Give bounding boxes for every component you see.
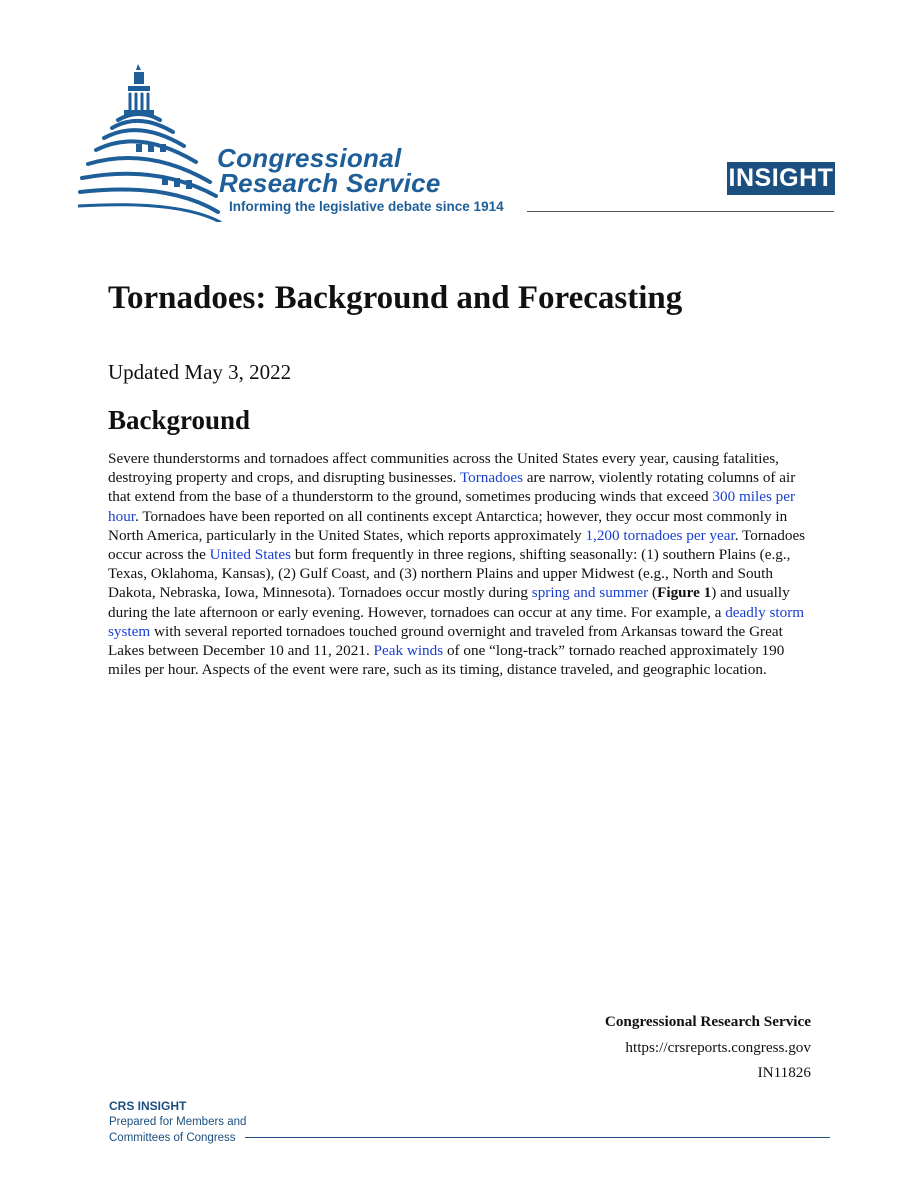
insight-badge: INSIGHT [727,162,835,195]
link-tornadoes[interactable]: Tornadoes [459,469,523,487]
link-deadly-storm[interactable]: deadly storm system [108,603,805,640]
prepared-line1: Prepared for Members and [109,1116,247,1128]
footer-report-id: IN11826 [757,1064,811,1081]
footer-rule [245,1137,830,1138]
footer-url: https://crsreports.congress.gov [625,1039,811,1056]
link-spring-summer[interactable]: spring and summer [531,584,649,602]
prepared-for [109,1114,309,1146]
background-paragraph [108,449,814,679]
link-tornadoes-per-year[interactable]: 1,200 tornadoes per year [585,526,735,544]
link-united-states[interactable]: United States [209,546,292,564]
footer-org: Congressional Research Service [604,1013,811,1030]
figure-reference: Figure 1 [657,584,712,602]
text-run: are narrow, violently rotating columns of air that extend from the base of a thunderstorm to the ground, sometimes producing winds that exceed [108,469,796,506]
tagline-rule [527,211,834,212]
org-name-line1: Congressional [217,143,402,173]
text-run: . Tornadoes occur across the [108,526,806,564]
org-name-line2: Research Service [219,168,441,198]
org-tagline: Informing the legislative debate since 1914 [229,199,504,214]
text-run: but form frequently in three regions, shifting seasonally: (1) southern Plains (e.g., Texas, Oklahoma, Kansas), (2) Gulf Coast, and (3) northern Plains and upper Midwest (e.g., North and South Dakota, Nebraska, Iowa, Minnesota). Tornadoes occur mostly during [108,546,791,602]
link-peak-winds[interactable]: Peak winds [373,642,444,660]
text-run: with several reported tornadoes touched ground overnight and traveled from Arkansas toward the Great Lakes between December 10 and 11, 2021. [108,622,783,660]
text-run: . Tornadoes have been reported on all continents except Antarctica; however, they occur most commonly in North America, particularly in the United States, which reports approximately [108,507,788,544]
text-run: ) and usually during the late afternoon or early evening. However, tornadoes can occur at any time. For example, a [108,584,790,621]
text-run: of one “long-track” tornado reached approximately 190 miles per hour. Aspects of the event were rare, such as its timing, distance traveled, and geographic location. [108,642,785,679]
text-run: Severe thunderstorms and tornadoes affect communities across the United States every year, causing fatalities, destroying property and crops, and disrupting businesses. [108,450,779,487]
link-300-mph[interactable]: 300 miles per hour [108,488,796,525]
page-title: Tornadoes: Background and Forecasting [108,280,683,316]
section-heading: Background [108,405,251,435]
crs-insight-label: CRS INSIGHT [109,1099,187,1113]
prepared-line2: Committees of Congress [109,1132,236,1144]
updated-date: Updated May 3, 2022 [108,360,292,384]
text-run: ( [648,584,658,602]
